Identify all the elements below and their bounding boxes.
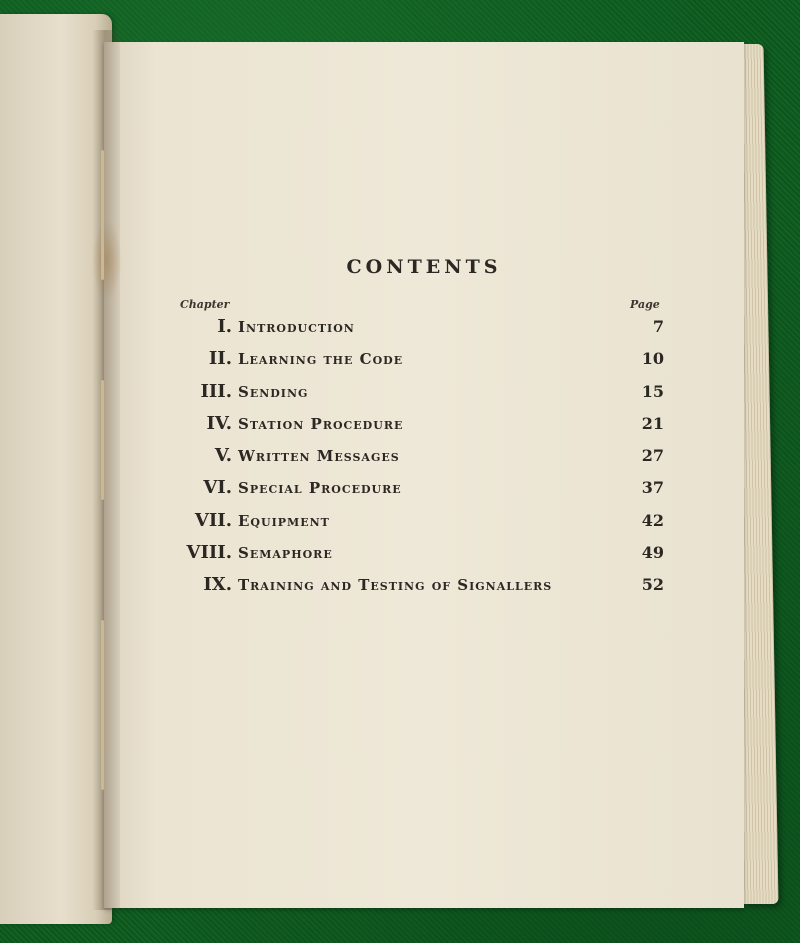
chapter-number: IV.: [206, 412, 232, 434]
chapter-page-number: 42: [641, 510, 664, 530]
chapter-number: I.: [217, 316, 232, 337]
chapter-page-number: 15: [641, 381, 664, 401]
contents-entry: [104, 409, 744, 441]
chapter-page-number: 7: [652, 317, 664, 336]
page-column-heading: Page: [630, 298, 660, 311]
chapter-title: Equipment: [238, 511, 330, 530]
chapter-title: Sending: [238, 382, 309, 401]
chapter-page-number: 37: [641, 478, 664, 498]
chapter-column-heading: Chapter: [180, 298, 230, 311]
chapter-page-number: 52: [641, 575, 664, 595]
contents-entry: [104, 473, 744, 505]
chapter-number: VIII.: [186, 542, 232, 564]
chapter-title: Introduction: [238, 318, 355, 336]
contents-page: [104, 42, 744, 908]
chapter-title: Station Procedure: [238, 414, 404, 433]
chapter-page-number: 21: [641, 413, 664, 433]
binding-stitch: [101, 150, 104, 280]
contents-entry: [104, 312, 744, 344]
chapter-page-number: 27: [641, 446, 664, 466]
contents-entry: [104, 441, 744, 473]
binding-stitch: [101, 380, 104, 500]
chapter-title: Semaphore: [238, 544, 333, 563]
gutter-shadow: [92, 30, 120, 910]
chapter-page-number: 49: [641, 543, 664, 563]
chapter-number: VII.: [194, 509, 232, 531]
chapter-page-number: 10: [641, 349, 664, 369]
contents-entry: [104, 506, 744, 538]
chapter-title: Written Messages: [238, 447, 400, 466]
contents-entry: [104, 538, 744, 570]
chapter-title: Training and Testing of Signallers: [238, 576, 553, 595]
contents-entry: [104, 570, 744, 602]
contents-entry: [104, 377, 744, 409]
chapter-number: II.: [208, 348, 232, 370]
binding-stitch: [101, 620, 104, 790]
contents-entry: [104, 344, 744, 376]
chapter-title: Learning the Code: [238, 350, 404, 369]
chapter-number: VI.: [203, 477, 232, 499]
contents-title: CONTENTS: [346, 256, 502, 278]
chapter-number: V.: [214, 445, 232, 467]
contents-list: [104, 312, 744, 603]
chapter-number: III.: [200, 380, 232, 402]
binding-stain: [92, 220, 122, 300]
chapter-number: IX.: [203, 574, 232, 596]
chapter-title: Special Procedure: [238, 479, 402, 498]
left-page-show-through: [0, 124, 40, 224]
